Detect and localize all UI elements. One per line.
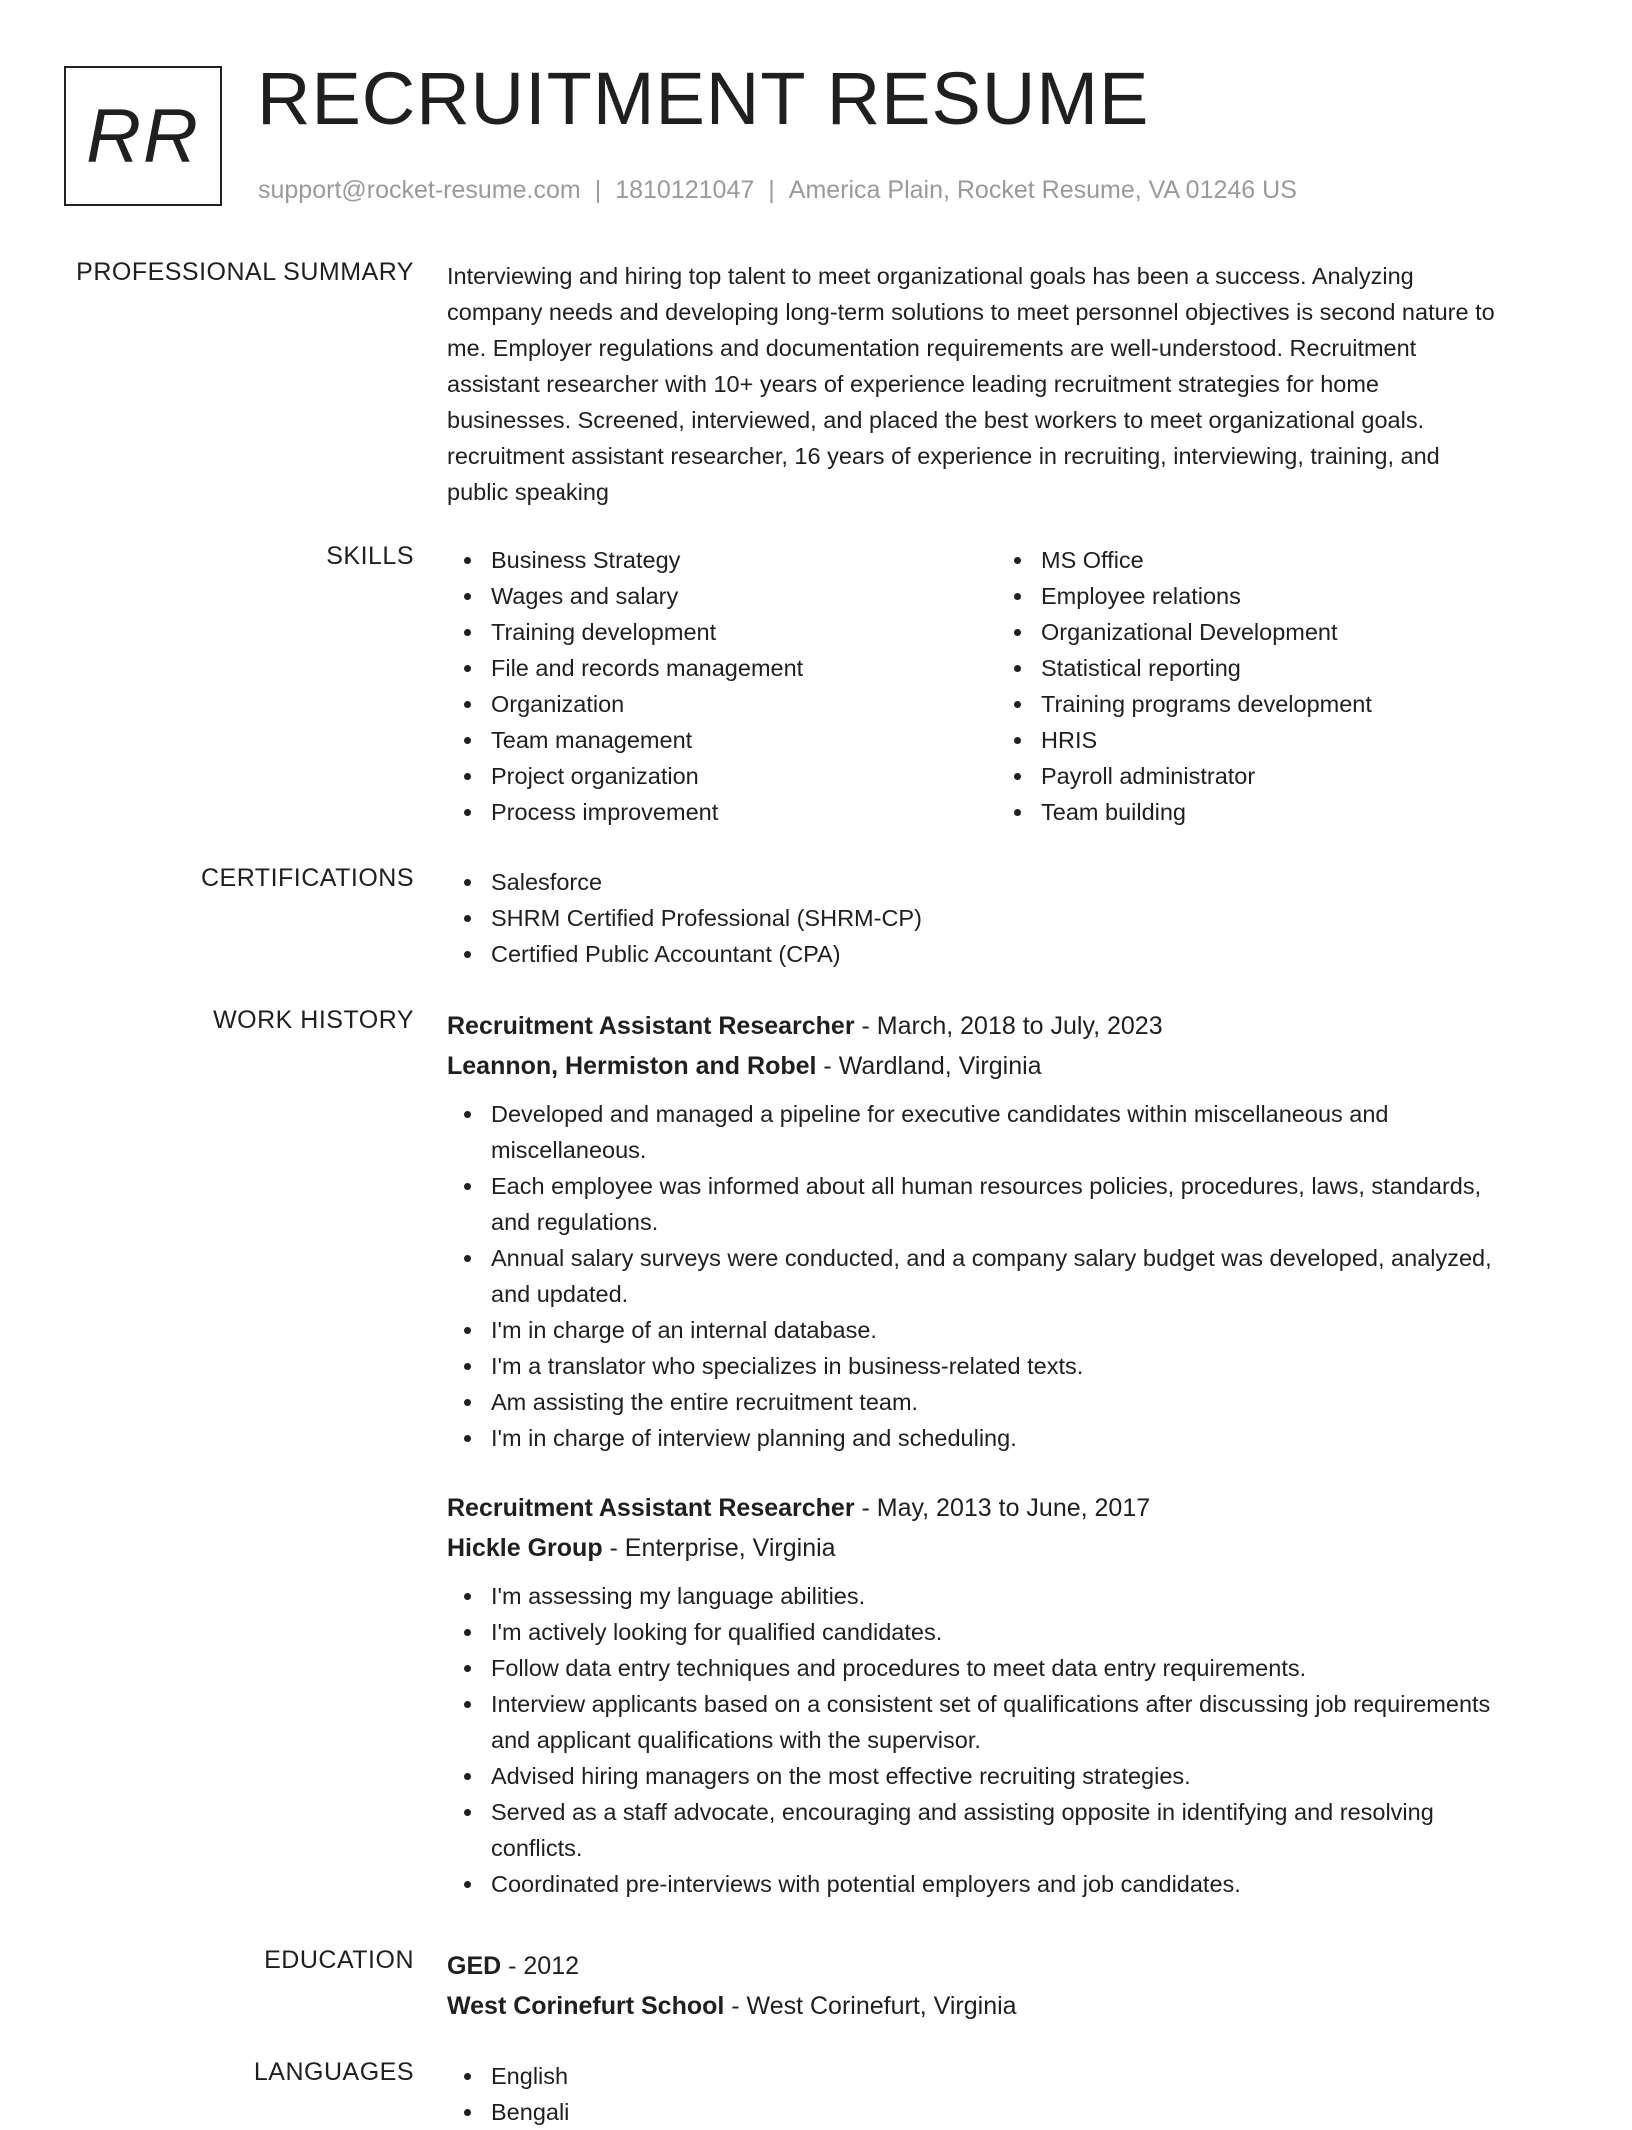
bullet-line: Coordinated pre-interviews with potential employers and job candidates. xyxy=(491,1871,1241,1897)
summary-label: PROFESSIONAL SUMMARY xyxy=(76,258,414,286)
skill-item: Business Strategy xyxy=(447,542,997,578)
bullet-line: Am assisting the entire recruitment team. xyxy=(491,1389,919,1415)
skill-item: Statistical reporting xyxy=(997,650,1547,686)
education-school-line xyxy=(447,1986,1567,2026)
bullet-line: and regulations. xyxy=(491,1209,659,1235)
bullet-line: Annual salary surveys were conducted, and a company salary budget was developed, analyzed, xyxy=(491,1245,1492,1271)
skill-item: Training development xyxy=(447,614,997,650)
skill-item: Wages and salary xyxy=(447,578,997,614)
bullet-line: I'm a translator who specializes in business-related texts. xyxy=(491,1353,1084,1379)
skill-item: Team management xyxy=(447,722,997,758)
summary-line: company needs and developing long-term solutions to meet personnel objectives is second nature to xyxy=(447,299,1495,325)
education-degree: GED xyxy=(447,1952,502,1980)
language-item: Bengali xyxy=(447,2094,1567,2130)
bullet-line: and updated. xyxy=(491,1281,629,1307)
languages-list xyxy=(447,2058,1567,2130)
languages-content xyxy=(447,2058,1567,2130)
certification-item: SHRM Certified Professional (SHRM-CP) xyxy=(447,900,1567,936)
education-label: EDUCATION xyxy=(264,1946,414,1974)
skills-list-right xyxy=(997,542,1547,830)
bullet-line: I'm actively looking for qualified candidates. xyxy=(491,1619,943,1645)
job-bullet xyxy=(447,1420,1567,1456)
job-entry xyxy=(447,1006,1567,1456)
language-item: English xyxy=(447,2058,1567,2094)
summary-line: me. Employer regulations and documentation requirements are well-understood. Recruitment xyxy=(447,335,1417,361)
job-company-line xyxy=(447,1046,1567,1086)
job-title: Recruitment Assistant Researcher xyxy=(447,1012,855,1040)
summary-line: businesses. Screened, interviewed, and placed the best workers to meet organizational goals. xyxy=(447,407,1425,433)
job-location: - Wardland, Virginia xyxy=(816,1052,1042,1080)
bullet-line: Interview applicants based on a consistent set of qualifications after discussing job requirements xyxy=(491,1691,1491,1717)
job-bullet xyxy=(447,1384,1567,1420)
certifications-list xyxy=(447,864,1567,972)
skill-item: Team building xyxy=(997,794,1547,830)
bullet-line: Advised hiring managers on the most effective recruiting strategies. xyxy=(491,1763,1191,1789)
bullet-line: I'm in charge of interview planning and scheduling. xyxy=(491,1425,1017,1451)
certification-item: Salesforce xyxy=(447,864,1567,900)
work-history-content xyxy=(447,1006,1567,1902)
bullet-line: conflicts. xyxy=(491,1835,583,1861)
summary-line: assistant researcher with 10+ years of experience leading recruitment strategies for home xyxy=(447,371,1379,397)
job-dates: - March, 2018 to July, 2023 xyxy=(854,1012,1163,1040)
bullet-line: Each employee was informed about all human resources policies, procedures, laws, standards, xyxy=(491,1173,1482,1199)
job-company: Leannon, Hermiston and Robel xyxy=(447,1052,817,1080)
education-location: - West Corinefurt, Virginia xyxy=(724,1992,1017,2020)
monogram-logo: RR xyxy=(64,66,222,206)
certifications-label: CERTIFICATIONS xyxy=(200,864,414,892)
job-bullet xyxy=(447,1312,1567,1348)
job-title: Recruitment Assistant Researcher xyxy=(447,1494,855,1522)
job-bullet xyxy=(447,1168,1567,1240)
job-bullet xyxy=(447,1650,1567,1686)
languages-label: LANGUAGES xyxy=(253,2058,414,2086)
bullet-line: miscellaneous. xyxy=(491,1137,647,1163)
job-bullet xyxy=(447,1758,1567,1794)
job-bullet xyxy=(447,1578,1567,1614)
job-bullet xyxy=(447,1096,1567,1168)
skills-list-left xyxy=(447,542,997,830)
skill-item: Organizational Development xyxy=(997,614,1547,650)
job-title-line xyxy=(447,1488,1567,1528)
job-bullet xyxy=(447,1686,1567,1758)
skill-item: HRIS xyxy=(997,722,1547,758)
summary-line: recruitment assistant researcher, 16 years of experience in recruiting, interviewing, training, and xyxy=(447,443,1440,469)
skill-item: Employee relations xyxy=(997,578,1547,614)
job-bullet xyxy=(447,1866,1567,1902)
summary-line: public speaking xyxy=(447,479,609,505)
job-bullet xyxy=(447,1348,1567,1384)
skill-item: MS Office xyxy=(997,542,1547,578)
job-bullet xyxy=(447,1240,1567,1312)
bullet-line: Developed and managed a pipeline for executive candidates within miscellaneous and xyxy=(491,1101,1389,1127)
bullet-line: Served as a staff advocate, encouraging and assisting opposite in identifying and resolving xyxy=(491,1799,1434,1825)
job-company-line xyxy=(447,1528,1567,1568)
education-year: - 2012 xyxy=(501,1952,580,1980)
education-school: West Corinefurt School xyxy=(447,1992,725,2020)
summary-line: Interviewing and hiring top talent to meet organizational goals has been a success. Analyzing xyxy=(447,263,1414,289)
job-dates: - May, 2013 to June, 2017 xyxy=(854,1494,1151,1522)
skill-item: File and records management xyxy=(447,650,997,686)
education-degree-line xyxy=(447,1946,1567,1986)
bullet-line: Follow data entry techniques and procedures to meet data entry requirements. xyxy=(491,1655,1307,1681)
summary-text xyxy=(447,258,1567,510)
job-bullet xyxy=(447,1794,1567,1866)
skill-item: Training programs development xyxy=(997,686,1547,722)
skills-grid xyxy=(447,542,1567,830)
skill-item: Process improvement xyxy=(447,794,997,830)
bullet-line: and applicant qualifications with the supervisor. xyxy=(491,1727,981,1753)
job-bullets xyxy=(447,1096,1567,1456)
bullet-line: I'm assessing my language abilities. xyxy=(491,1583,866,1609)
skill-item: Project organization xyxy=(447,758,997,794)
certifications-content xyxy=(447,864,1567,972)
education-content xyxy=(447,1946,1567,2026)
contact-email: support@rocket-resume.com xyxy=(258,176,581,204)
contact-separator: | xyxy=(594,176,602,204)
job-title-line xyxy=(447,1006,1567,1046)
resume-title: RECRUITMENT RESUME xyxy=(257,57,1150,140)
contact-line xyxy=(258,176,1297,205)
job-bullet xyxy=(447,1614,1567,1650)
job-bullets xyxy=(447,1578,1567,1902)
contact-address: America Plain, Rocket Resume, VA 01246 US xyxy=(788,176,1297,204)
skill-item: Organization xyxy=(447,686,997,722)
certification-item: Certified Public Accountant (CPA) xyxy=(447,936,1567,972)
job-company: Hickle Group xyxy=(447,1534,603,1562)
skill-item: Payroll administrator xyxy=(997,758,1547,794)
skills-label: SKILLS xyxy=(326,542,414,570)
work-history-label: WORK HISTORY xyxy=(213,1006,414,1034)
contact-separator: | xyxy=(768,176,775,204)
contact-phone: 1810121047 xyxy=(615,176,755,204)
job-location: - Enterprise, Virginia xyxy=(602,1534,836,1562)
job-entry xyxy=(447,1488,1567,1902)
bullet-line: I'm in charge of an internal database. xyxy=(491,1317,877,1343)
